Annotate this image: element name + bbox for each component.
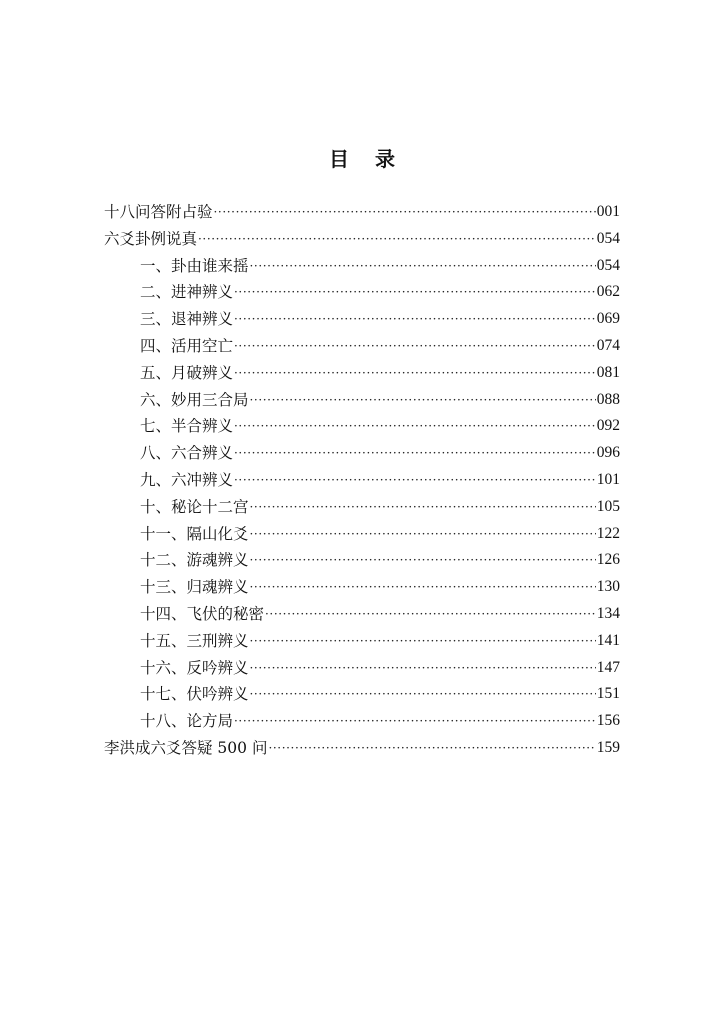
toc-entry-page-number: 134 (596, 604, 620, 622)
toc-subentry[interactable] (104, 521, 620, 548)
toc-entry-label: 八、六合辨义 (140, 444, 234, 463)
dot-leader (265, 601, 596, 628)
toc-entry-page-number: 101 (596, 470, 620, 488)
dot-leader (234, 708, 596, 735)
toc-subentry[interactable] (104, 494, 620, 521)
toc-entry-label: 一、卦由谁来摇 (140, 256, 249, 275)
toc-subentry[interactable] (104, 440, 620, 467)
dot-leader (234, 413, 596, 440)
toc-entry-page-number: 147 (596, 658, 620, 676)
toc-entry-page-number: 069 (596, 310, 620, 328)
dot-leader (198, 226, 596, 253)
toc-entry-page-number: 122 (596, 524, 620, 542)
dot-leader (250, 547, 596, 574)
toc-entry-label: 六、妙用三合局 (140, 390, 249, 409)
dot-leader (234, 279, 596, 306)
toc-entry-label: 十四、飞伏的秘密 (140, 604, 265, 623)
dot-leader (250, 574, 596, 601)
dot-leader (250, 628, 596, 655)
dot-leader (234, 333, 596, 360)
toc-entry-label: 十八、论方局 (140, 712, 234, 731)
toc-entry-page-number: 096 (596, 444, 620, 462)
dot-leader (214, 199, 596, 226)
dot-leader (250, 253, 596, 280)
toc-entry-page-number: 001 (596, 203, 620, 220)
toc-entry-label: 九、六冲辨义 (140, 470, 234, 489)
toc-entry-label: 十六、反吟辨义 (140, 658, 249, 677)
toc-entry-label: 六爻卦例说真 (104, 229, 198, 248)
toc-entry-page-number: 156 (596, 712, 620, 730)
toc-entry-label: 十、秘论十二宫 (140, 497, 249, 516)
dot-leader (234, 467, 596, 494)
page-title-char-1: 目 (329, 147, 349, 171)
dot-leader (268, 735, 595, 762)
dot-leader (234, 306, 596, 333)
dot-leader (250, 681, 596, 708)
toc-subentry[interactable] (104, 413, 620, 440)
toc-subentry[interactable] (104, 681, 620, 708)
table-of-contents (104, 199, 620, 762)
toc-entry-page-number: 062 (596, 283, 620, 301)
page-title (0, 143, 724, 172)
dot-leader (234, 440, 596, 467)
toc-entry-label: 十五、三刑辨义 (140, 631, 249, 650)
toc-entry-label: 十一、隔山化爻 (140, 524, 249, 543)
dot-leader (250, 387, 596, 414)
toc-entry[interactable] (104, 226, 620, 253)
toc-entry-label: 四、活用空亡 (140, 336, 234, 355)
toc-entry-page-number: 141 (596, 631, 620, 649)
toc-subentry[interactable] (104, 628, 620, 655)
toc-subentry[interactable] (104, 279, 620, 306)
dot-leader (250, 655, 596, 682)
toc-entry-label: 七、半合辨义 (140, 417, 234, 436)
toc-entry-page-number: 074 (596, 336, 620, 354)
toc-entry-label: 二、进神辨义 (140, 283, 234, 302)
toc-subentry[interactable] (104, 655, 620, 682)
toc-subentry[interactable] (104, 708, 620, 735)
dot-leader (250, 521, 596, 548)
toc-entry[interactable] (104, 735, 620, 762)
toc-subentry[interactable] (104, 601, 620, 628)
toc-subentry[interactable] (104, 467, 620, 494)
toc-subentry[interactable] (104, 547, 620, 574)
toc-entry-page-number: 159 (596, 738, 620, 756)
toc-entry-page-number: 105 (596, 497, 620, 515)
toc-entry-page-number: 054 (596, 229, 620, 247)
toc-entry-page-number: 054 (596, 256, 620, 274)
dot-leader (250, 494, 596, 521)
toc-entry-page-number: 130 (596, 578, 620, 596)
toc-entry-label: 十七、伏吟辨义 (140, 685, 249, 704)
toc-entry-label: 十二、游魂辨义 (140, 551, 249, 570)
toc-entry-page-number: 092 (596, 417, 620, 435)
dot-leader (234, 360, 596, 387)
toc-entry-label: 十三、归魂辨义 (140, 578, 249, 597)
toc-subentry[interactable] (104, 333, 620, 360)
toc-subentry[interactable] (104, 360, 620, 387)
toc-entry-page-number: 088 (596, 390, 620, 408)
toc-entry-label: 十八问答附占验 (104, 203, 213, 221)
toc-subentry[interactable] (104, 306, 620, 333)
toc-entry[interactable] (104, 199, 620, 226)
toc-subentry[interactable] (104, 253, 620, 280)
toc-entry-page-number: 081 (596, 363, 620, 381)
toc-entry-page-number: 151 (596, 685, 620, 703)
toc-entry-label: 三、退神辨义 (140, 310, 234, 329)
toc-entry-label: 李洪成六爻答疑 500 问 (104, 738, 268, 757)
page-title-char-2: 录 (375, 147, 395, 171)
toc-subentry[interactable] (104, 387, 620, 414)
toc-entry-label: 五、月破辨义 (140, 363, 234, 382)
toc-entry-page-number: 126 (596, 551, 620, 569)
toc-subentry[interactable] (104, 574, 620, 601)
